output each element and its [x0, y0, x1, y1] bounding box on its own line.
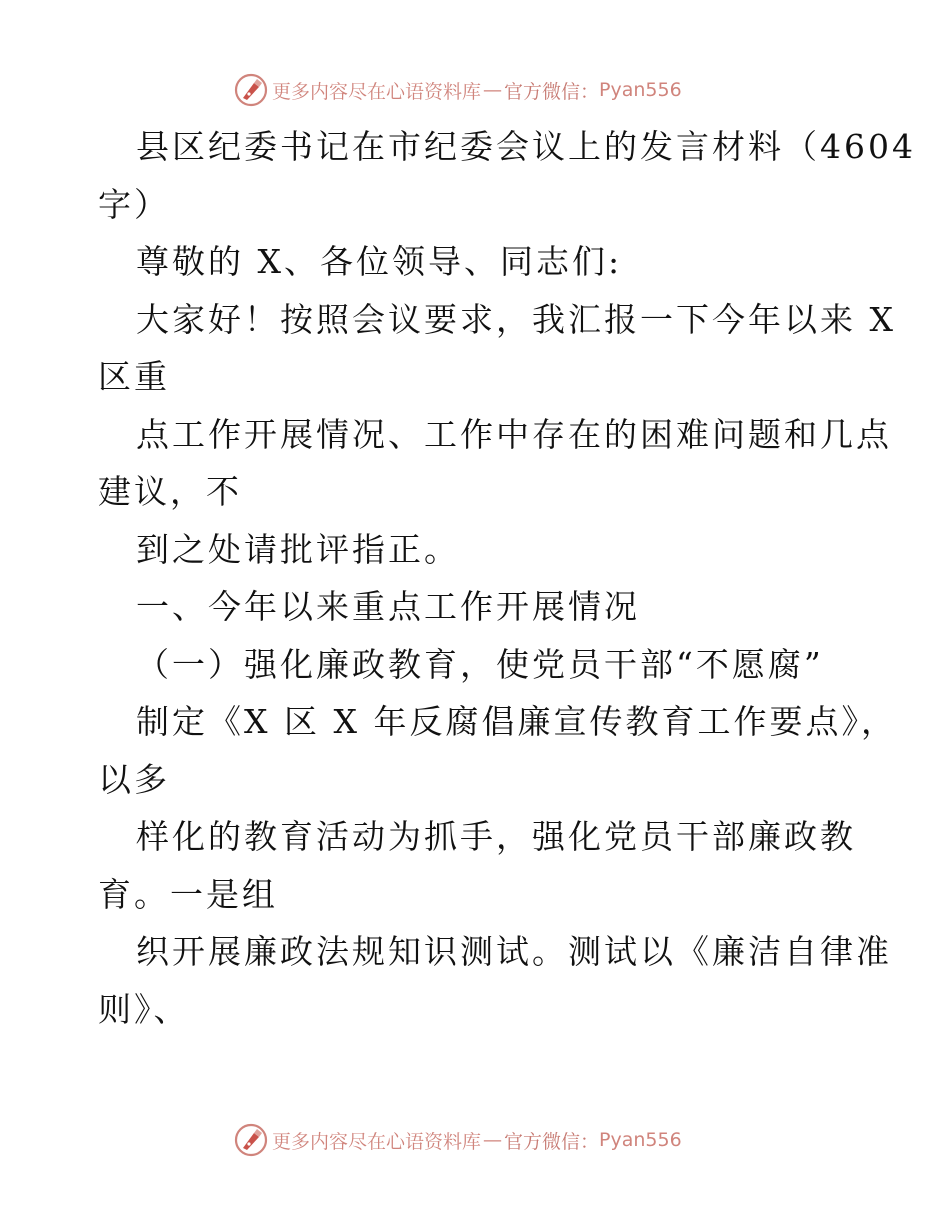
- pen-nib-logo-icon: [234, 1123, 268, 1157]
- paragraph-line: 区重: [98, 357, 170, 396]
- footer-watermark-separator: —: [483, 1129, 503, 1151]
- paragraph-line: 则》、: [98, 989, 190, 1029]
- paragraph-line: 样化的教育活动为抓手，强化党员干部廉政教: [136, 817, 856, 856]
- subsection-heading: （一）强化廉政教育，使党员干部“不愿腐”: [136, 644, 824, 684]
- pen-nib-logo-icon: [234, 73, 268, 107]
- header-wechat-label: 官方微信：: [504, 80, 600, 103]
- footer-wechat-label: 官方微信：: [504, 1130, 600, 1153]
- paragraph-line: 育。一是组: [98, 874, 278, 914]
- footer-watermark: [234, 1122, 734, 1158]
- document-body: [98, 118, 916, 1038]
- footer-watermark-text: 更多内容尽在心语资料库: [272, 1130, 482, 1153]
- header-watermark: [234, 72, 734, 108]
- document-title-line-2: 字）: [98, 184, 170, 224]
- header-wechat-id: Pyan556: [599, 79, 682, 101]
- paragraph-line: 点工作开展情况、工作中存在的困难问题和几点: [136, 414, 892, 454]
- paragraph-line: 以多: [98, 759, 170, 799]
- paragraph-line: 织开展廉政法规知识测试。测试以《廉洁自律准: [136, 932, 892, 971]
- footer-wechat-id: Pyan556: [599, 1129, 682, 1151]
- header-watermark-text: 更多内容尽在心语资料库: [272, 80, 482, 103]
- paragraph-line: 大家好！按照会议要求，我汇报一下今年以来 X: [136, 299, 896, 339]
- paragraph-line: 制定《X 区 X 年反腐倡廉宣传教育工作要点》，: [136, 702, 897, 741]
- paragraph-line: 到之处请批评指正。: [136, 529, 460, 569]
- document-title-line-1: 县区纪委书记在市纪委会议上的发言材料（4604: [136, 127, 916, 166]
- section-heading: 一、今年以来重点工作开展情况: [136, 587, 640, 626]
- salutation-line: 尊敬的 X、各位领导、同志们:: [136, 242, 623, 281]
- paragraph-line: 建议，不: [98, 472, 242, 511]
- header-watermark-separator: —: [483, 79, 503, 101]
